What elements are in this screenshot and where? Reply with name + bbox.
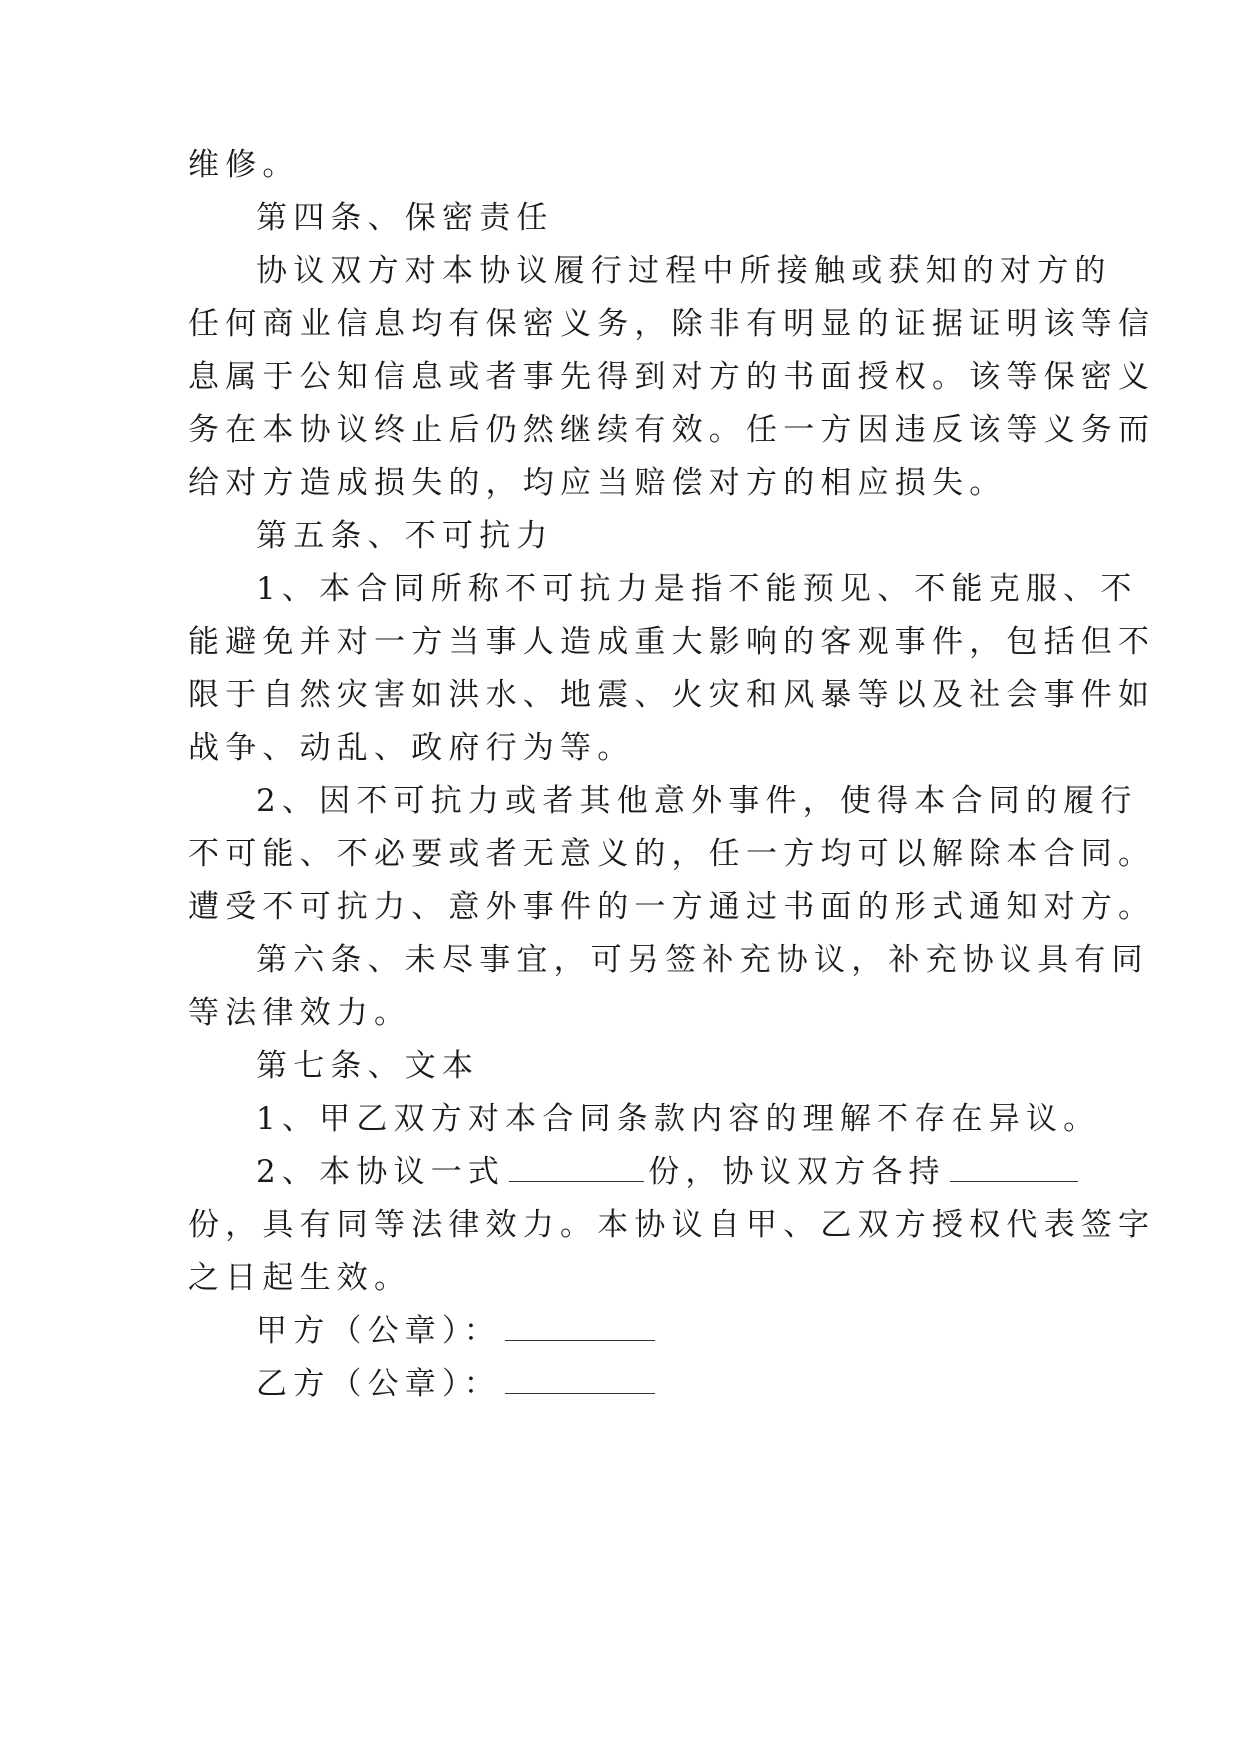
- text-line: 之日起生效。: [188, 1260, 412, 1296]
- section-heading: 第五条、不可抗力: [256, 518, 554, 554]
- copies-text-2: 份，协议双方各持: [648, 1154, 946, 1190]
- section-heading: 第七条、文本: [256, 1048, 480, 1084]
- text-line: 协议双方对本协议履行过程中所接触或获知的对方的: [256, 253, 1112, 289]
- copies-text-1: 2、本协议一式: [256, 1154, 506, 1190]
- text-line: 任何商业信息均有保密义务，除非有明显的证据证明该等信: [188, 306, 1156, 342]
- text-line: 息属于公知信息或者事先得到对方的书面授权。该等保密义: [188, 359, 1156, 395]
- copies-line: [256, 1150, 1056, 1194]
- text-line: 份，具有同等法律效力。本协议自甲、乙双方授权代表签字: [188, 1207, 1156, 1243]
- text-line: 2、因不可抗力或者其他意外事件，使得本合同的履行: [256, 783, 1138, 819]
- text-line: 不可能、不必要或者无意义的，任一方均可以解除本合同。: [188, 836, 1156, 872]
- party-b-label: 乙方（公章）：: [256, 1366, 501, 1402]
- copies-blank[interactable]: [509, 1151, 644, 1182]
- text-line: 1、本合同所称不可抗力是指不能预见、不能克服、不: [256, 571, 1138, 607]
- text-line: 能避免并对一方当事人造成重大影响的客观事件，包括但不: [188, 624, 1156, 660]
- text-line: 给对方造成损失的，均应当赔偿对方的相应损失。: [188, 465, 1007, 501]
- section-heading: 第六条、未尽事宜，可另签补充协议，补充协议具有同: [256, 942, 1149, 978]
- party-a-blank[interactable]: [505, 1310, 655, 1341]
- party-b-signature: [256, 1362, 856, 1406]
- text-line: 战争、动乱、政府行为等。: [188, 730, 635, 766]
- party-a-signature: [256, 1309, 856, 1353]
- text-line: 1、甲乙双方对本合同条款内容的理解不存在异议。: [256, 1101, 1101, 1137]
- text-line: 维修。: [188, 147, 300, 183]
- party-a-label: 甲方（公章）：: [256, 1313, 501, 1349]
- party-b-blank[interactable]: [505, 1363, 655, 1394]
- text-line: 等法律效力。: [188, 995, 412, 1031]
- text-line: 限于自然灾害如洪水、地震、火灾和风暴等以及社会事件如: [188, 677, 1156, 713]
- text-line: 务在本协议终止后仍然继续有效。任一方因违反该等义务而: [188, 412, 1156, 448]
- section-heading: 第四条、保密责任: [256, 200, 554, 236]
- text-line: 遭受不可抗力、意外事件的一方通过书面的形式通知对方。: [188, 889, 1156, 925]
- each-holds-blank[interactable]: [950, 1151, 1078, 1182]
